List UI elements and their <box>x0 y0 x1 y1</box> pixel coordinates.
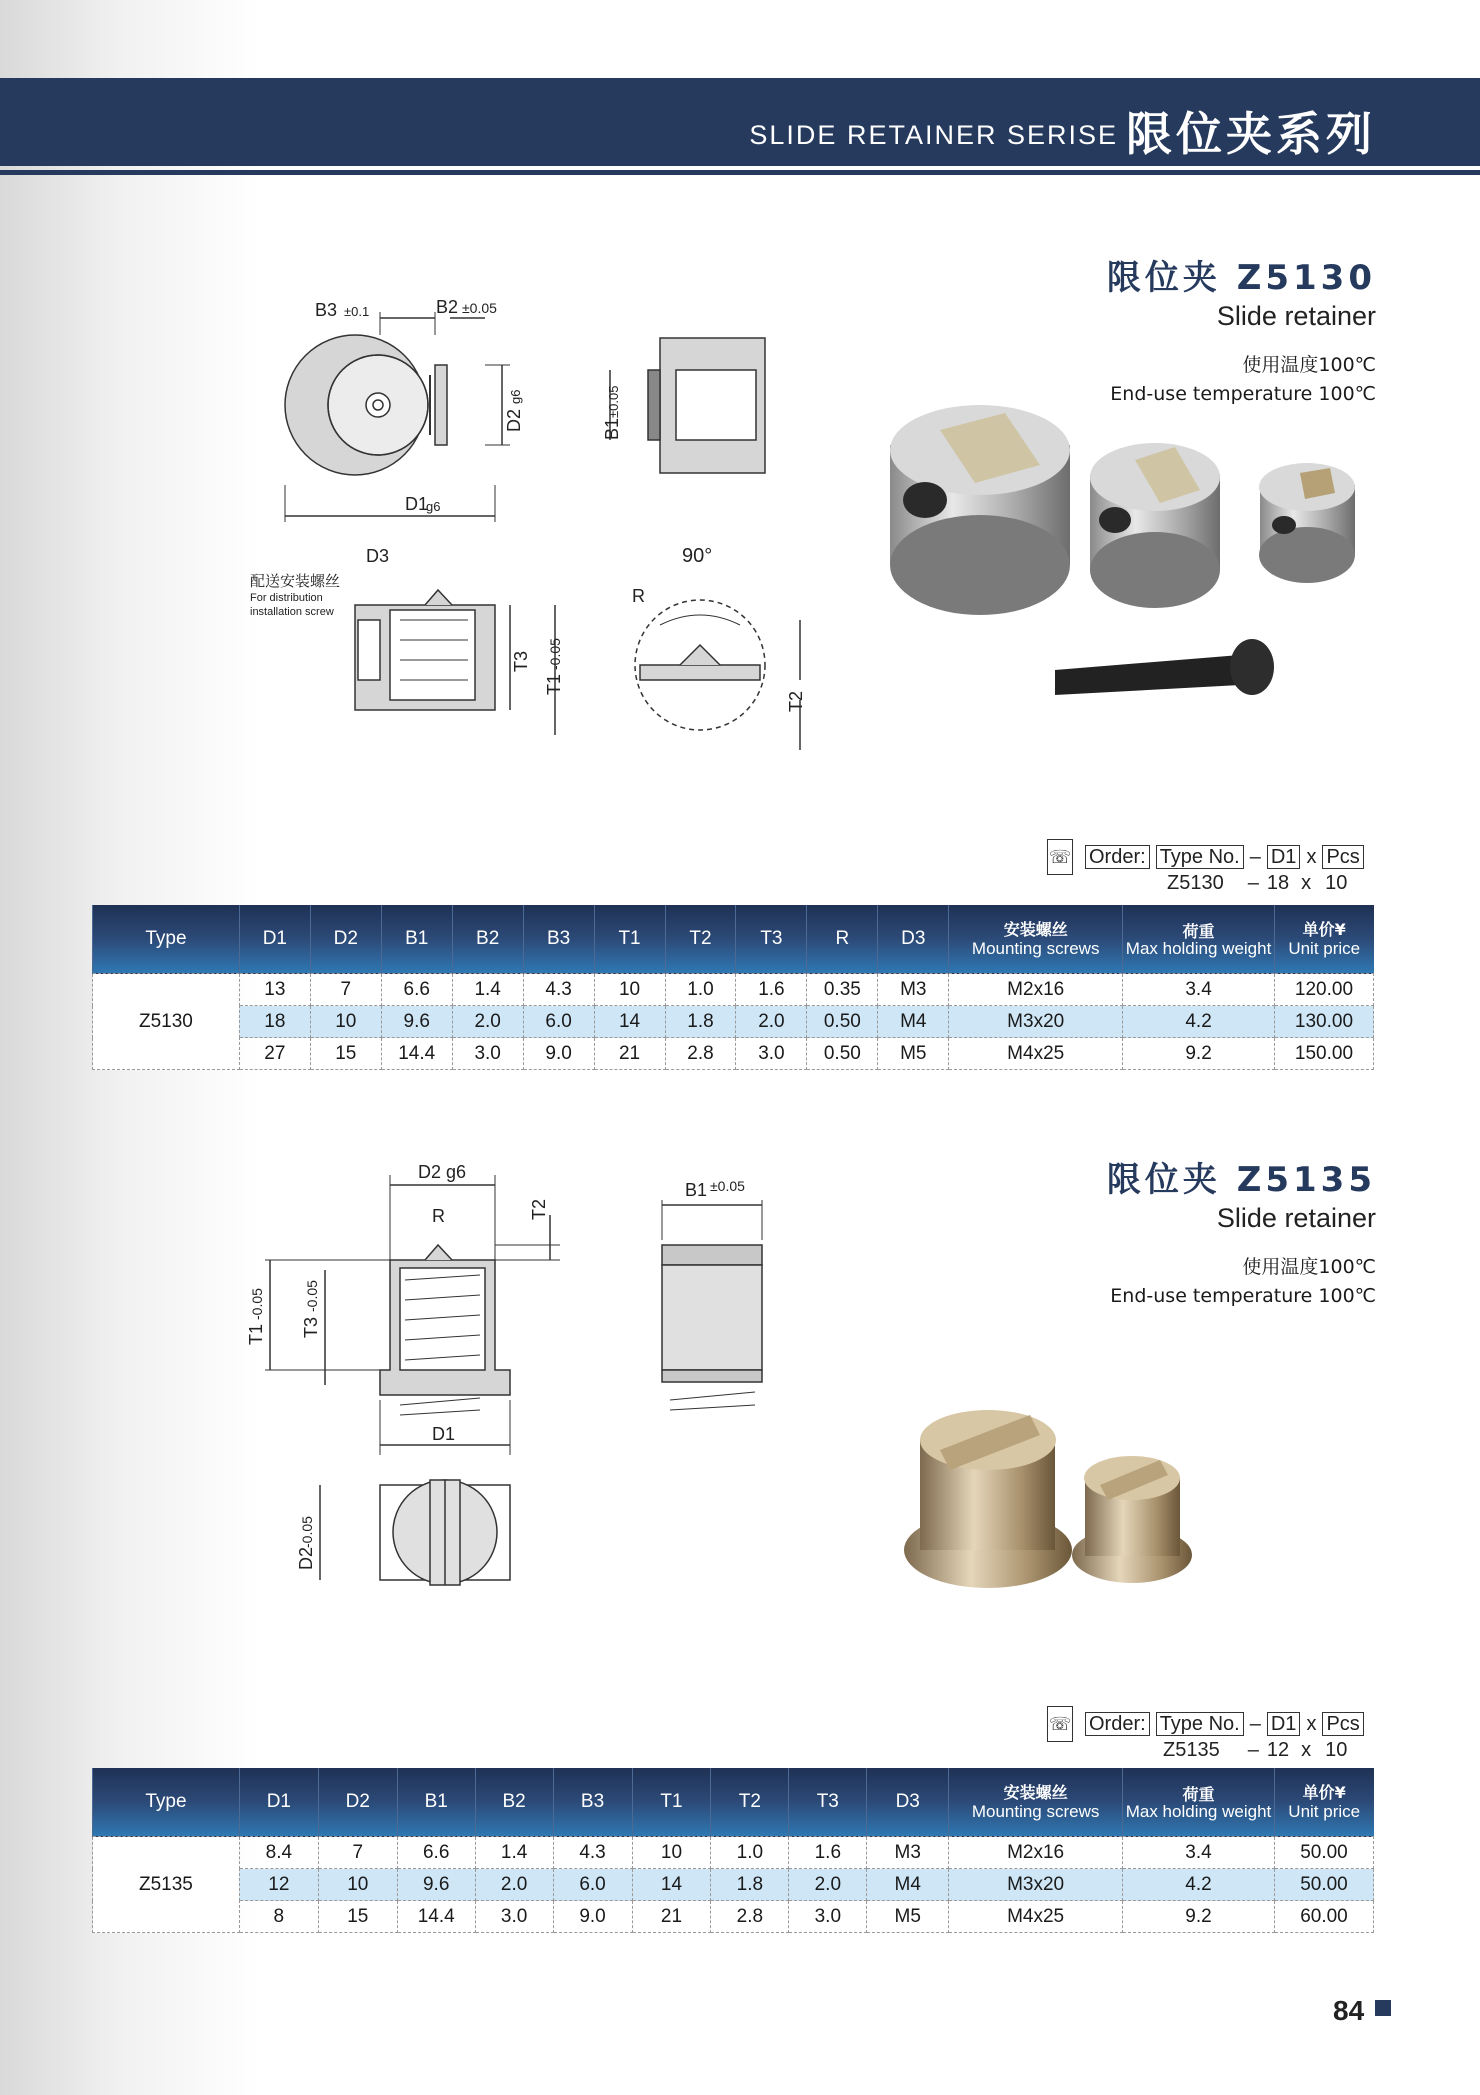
table-cell: 3.0 <box>789 1901 867 1933</box>
product-1-photo <box>880 405 1390 715</box>
temperature-en: End-use temperature 100℃ <box>1110 383 1376 405</box>
table-cell: 4.2 <box>1123 1869 1275 1901</box>
table-cell: M4x25 <box>949 1901 1123 1933</box>
table-cell: 3.4 <box>1123 1837 1275 1869</box>
label-b3-tol: ±0.1 <box>344 304 370 319</box>
order-example-type: Z5135 <box>1163 1738 1220 1761</box>
column-header: T3 <box>736 905 807 974</box>
column-header: D3 <box>878 905 949 974</box>
column-header <box>949 905 1123 974</box>
column-header-en: Unit price <box>1288 939 1361 958</box>
column-header: T2 <box>665 905 736 974</box>
order-example-d1: 12 <box>1266 1738 1290 1761</box>
column-header: T1 <box>632 1768 711 1837</box>
column-header-cn: 安装螺丝 <box>1003 920 1068 939</box>
label-r: R <box>632 586 645 606</box>
table-cell: M3 <box>867 1837 949 1869</box>
table-cell: 10 <box>318 1869 397 1901</box>
product-title-cn: 限位夹 Z5135 <box>1106 1160 1376 1200</box>
table-cell: 1.4 <box>475 1837 553 1869</box>
label-b2: B2 <box>436 297 459 317</box>
table-cell: M4 <box>878 1006 949 1038</box>
order-example-dash: – <box>1247 871 1259 894</box>
column-header-en: Mounting screws <box>971 939 1100 958</box>
table-cell: 0.35 <box>807 974 878 1006</box>
product-1-heading <box>1107 250 1376 405</box>
table-cell: M4x25 <box>949 1038 1123 1070</box>
spec-table-z5135 <box>92 1768 1374 1933</box>
retainer-medium-icon <box>1090 443 1220 608</box>
table-cell: 2.0 <box>452 1006 523 1038</box>
table-cell: 15 <box>310 1038 381 1070</box>
table-cell: 18 <box>239 1006 310 1038</box>
table-cell: 4.3 <box>553 1837 632 1869</box>
table-cell: 3.0 <box>452 1038 523 1070</box>
table-cell: 9.6 <box>381 1006 452 1038</box>
table-cell: 10 <box>594 974 665 1006</box>
order-label: Order: <box>1085 1712 1150 1736</box>
label-t3: T3 <box>511 650 531 672</box>
label-b2-tol: ±0.05 <box>462 300 497 316</box>
order-example-x: x <box>1301 1738 1312 1761</box>
table-cell: 4.2 <box>1123 1006 1275 1038</box>
column-header: Type <box>93 1768 240 1837</box>
order-d1: D1 <box>1267 1712 1301 1736</box>
table-cell: 6.6 <box>397 1837 475 1869</box>
table-cell: M4 <box>867 1869 949 1901</box>
label-t1-tol: -0.05 <box>249 1288 265 1320</box>
table-cell: 2.8 <box>711 1901 789 1933</box>
table-cell: M5 <box>878 1038 949 1070</box>
table-cell: 50.00 <box>1274 1869 1373 1901</box>
table-cell: M2x16 <box>949 974 1123 1006</box>
product-title-en: Slide retainer <box>1216 1203 1376 1233</box>
table-cell: 13 <box>239 974 310 1006</box>
column-header: D3 <box>867 1768 949 1837</box>
header-title-en: SLIDE RETAINER SERISE <box>749 120 1118 150</box>
type-cell: Z5130 <box>93 974 240 1070</box>
order-pcs: Pcs <box>1322 845 1363 869</box>
retainer-large-icon <box>904 1410 1072 1588</box>
table-cell: 50.00 <box>1274 1837 1373 1869</box>
order-info-1 <box>1047 843 1364 895</box>
table-cell: 0.50 <box>807 1006 878 1038</box>
column-header: B1 <box>381 905 452 974</box>
table-cell: 1.8 <box>665 1006 736 1038</box>
label-b1-tol: ±0.05 <box>606 385 621 418</box>
product-2-heading <box>1107 1152 1376 1307</box>
table-cell: 9.0 <box>553 1901 632 1933</box>
order-example-pcs: 10 <box>1325 871 1348 894</box>
table-cell: 3.0 <box>475 1901 553 1933</box>
order-dash: – <box>1249 845 1261 868</box>
column-header <box>1274 905 1373 974</box>
column-header: D2 <box>318 1768 397 1837</box>
table-cell: 6.0 <box>523 1006 594 1038</box>
label-t3-tol: -0.05 <box>304 1280 320 1312</box>
column-header-en: Max holding weight <box>1125 1802 1272 1821</box>
order-pcs: Pcs <box>1322 1712 1363 1736</box>
column-header-en: Max holding weight <box>1125 939 1272 958</box>
table-cell: 14.4 <box>381 1038 452 1070</box>
order-example-x: x <box>1301 871 1312 894</box>
table-cell: 1.0 <box>711 1837 789 1869</box>
table-cell: 120.00 <box>1274 974 1373 1006</box>
column-header: B3 <box>523 905 594 974</box>
page-number: 84 <box>1333 1995 1365 2026</box>
column-header: R <box>807 905 878 974</box>
table-cell: 1.8 <box>711 1869 789 1901</box>
table-cell: 7 <box>310 974 381 1006</box>
table-cell: 1.6 <box>736 974 807 1006</box>
table-cell: M5 <box>867 1901 949 1933</box>
table-cell: M3x20 <box>949 1869 1123 1901</box>
table-row <box>93 974 1374 1006</box>
order-dash: – <box>1249 1712 1261 1735</box>
label-d2-g6: D2 g6 <box>418 1162 467 1182</box>
table-cell: 9.2 <box>1123 1038 1275 1070</box>
spec-table-z5130 <box>92 905 1374 1070</box>
table-cell: M3x20 <box>949 1006 1123 1038</box>
product-title-cn: 限位夹 Z5130 <box>1106 258 1376 298</box>
label-d2-tol: -0.05 <box>299 1516 315 1548</box>
label-screw-en1: For distribution <box>250 592 323 604</box>
column-header-en: Mounting screws <box>971 1802 1100 1821</box>
column-header: B2 <box>452 905 523 974</box>
table-cell: 9.0 <box>523 1038 594 1070</box>
label-t2: T2 <box>786 690 806 712</box>
column-header: Type <box>93 905 240 974</box>
table-row <box>93 1901 1374 1933</box>
product-title-en: Slide retainer <box>1216 301 1376 331</box>
table-cell: 3.0 <box>736 1038 807 1070</box>
mounting-screw-icon <box>1055 639 1274 695</box>
table-row <box>93 1006 1374 1038</box>
label-b3: B3 <box>315 300 338 320</box>
table-row <box>93 1837 1374 1869</box>
label-t1-tol: -0.05 <box>547 638 563 670</box>
column-header-cn: 荷重 <box>1182 1785 1215 1804</box>
column-header: B2 <box>475 1768 553 1837</box>
label-d1-tol: g6 <box>426 499 441 514</box>
table-cell: 2.0 <box>789 1869 867 1901</box>
phone-icon: ☏ <box>1047 839 1073 875</box>
column-header: D2 <box>310 905 381 974</box>
table-cell: 9.6 <box>397 1869 475 1901</box>
temperature-cn: 使用温度100℃ <box>1242 354 1376 376</box>
type-cell: Z5135 <box>93 1837 240 1933</box>
label-t1: T1 <box>246 1323 266 1345</box>
label-t2: T2 <box>529 1198 549 1220</box>
label-d2: D2 <box>504 408 524 432</box>
table-cell: 14.4 <box>397 1901 475 1933</box>
label-d1: D1 <box>432 1424 456 1444</box>
table-cell: 12 <box>239 1869 318 1901</box>
table-cell: 14 <box>632 1869 711 1901</box>
table-cell: 14 <box>594 1006 665 1038</box>
header-rule <box>0 170 1480 175</box>
order-label: Order: <box>1085 845 1150 869</box>
column-header <box>1123 905 1275 974</box>
temperature-en: End-use temperature 100℃ <box>1110 1285 1376 1307</box>
table-cell: 15 <box>318 1901 397 1933</box>
table-cell: 2.8 <box>665 1038 736 1070</box>
phone-icon: ☏ <box>1047 1706 1073 1742</box>
column-header: T1 <box>594 905 665 974</box>
label-b1: B1 <box>685 1180 708 1200</box>
column-header: B1 <box>397 1768 475 1837</box>
table-row <box>93 1038 1374 1070</box>
retainer-small-icon <box>1072 1456 1192 1583</box>
table-cell: 21 <box>632 1901 711 1933</box>
column-header: T3 <box>789 1768 867 1837</box>
table-cell: 130.00 <box>1274 1006 1373 1038</box>
order-example-d1: 18 <box>1266 871 1290 894</box>
order-d1: D1 <box>1267 845 1301 869</box>
column-header: B3 <box>553 1768 632 1837</box>
table-cell: 3.4 <box>1123 974 1275 1006</box>
column-header <box>949 1768 1123 1837</box>
table-cell: 8 <box>239 1901 318 1933</box>
table-cell: 2.0 <box>475 1869 553 1901</box>
table-cell: 10 <box>310 1006 381 1038</box>
label-d1: D1 <box>405 494 429 514</box>
table-cell: 9.2 <box>1123 1901 1275 1933</box>
column-header-cn: 荷重 <box>1182 922 1215 941</box>
order-example-pcs: 10 <box>1325 1738 1348 1761</box>
label-d2: D2 <box>296 1546 316 1570</box>
column-header-cn: 单价¥ <box>1302 920 1346 939</box>
order-type-no: Type No. <box>1156 845 1244 869</box>
table-cell: M2x16 <box>949 1837 1123 1869</box>
order-example-dash: – <box>1247 1738 1259 1761</box>
table-cell: 7 <box>318 1837 397 1869</box>
label-screw-cn: 配送安装螺丝 <box>250 573 341 590</box>
temperature-cn: 使用温度100℃ <box>1242 1256 1376 1278</box>
column-header-cn: 单价¥ <box>1302 1783 1346 1802</box>
column-header <box>1123 1768 1275 1837</box>
retainer-small-icon <box>1259 463 1355 583</box>
column-header: D1 <box>239 1768 318 1837</box>
order-x: x <box>1306 1712 1317 1735</box>
column-header-en: Unit price <box>1288 1802 1361 1821</box>
table-cell: M3 <box>878 974 949 1006</box>
product-2-photo <box>900 1400 1220 1600</box>
table-row <box>93 1869 1374 1901</box>
order-info-2 <box>1047 1710 1364 1762</box>
table-cell: 1.4 <box>452 974 523 1006</box>
table-cell: 1.6 <box>789 1837 867 1869</box>
table-cell: 8.4 <box>239 1837 318 1869</box>
product-1-technical-drawing <box>240 280 820 750</box>
table-cell: 10 <box>632 1837 711 1869</box>
table-cell: 2.0 <box>736 1006 807 1038</box>
table-cell: 0.50 <box>807 1038 878 1070</box>
page-square-icon <box>1375 2000 1391 2016</box>
table-cell: 27 <box>239 1038 310 1070</box>
product-2-technical-drawing <box>240 1160 780 1590</box>
table-cell: 150.00 <box>1274 1038 1373 1070</box>
label-angle: 90° <box>682 545 713 567</box>
retainer-large-icon <box>890 405 1070 615</box>
column-header: D1 <box>239 905 310 974</box>
header-title-cn: 限位夹系列 <box>1126 107 1376 161</box>
table-cell: 6.0 <box>553 1869 632 1901</box>
order-type-no: Type No. <box>1156 1712 1244 1736</box>
label-t1: T1 <box>544 673 564 695</box>
label-r: R <box>432 1206 445 1226</box>
column-header-cn: 安装螺丝 <box>1003 1783 1068 1802</box>
label-b1: B1 <box>602 417 622 440</box>
table-cell: 60.00 <box>1274 1901 1373 1933</box>
table-cell: 4.3 <box>523 974 594 1006</box>
table-cell: 21 <box>594 1038 665 1070</box>
table-cell: 1.0 <box>665 974 736 1006</box>
label-t3: T3 <box>301 1316 321 1338</box>
label-b1-tol: ±0.05 <box>710 1178 745 1194</box>
column-header <box>1274 1768 1373 1837</box>
order-x: x <box>1306 845 1317 868</box>
label-screw-en2: installation screw <box>250 606 334 618</box>
label-d3: D3 <box>366 546 390 566</box>
order-example-type: Z5130 <box>1167 871 1224 894</box>
label-d2-tol: g6 <box>508 389 523 404</box>
column-header: T2 <box>711 1768 789 1837</box>
table-cell: 6.6 <box>381 974 452 1006</box>
